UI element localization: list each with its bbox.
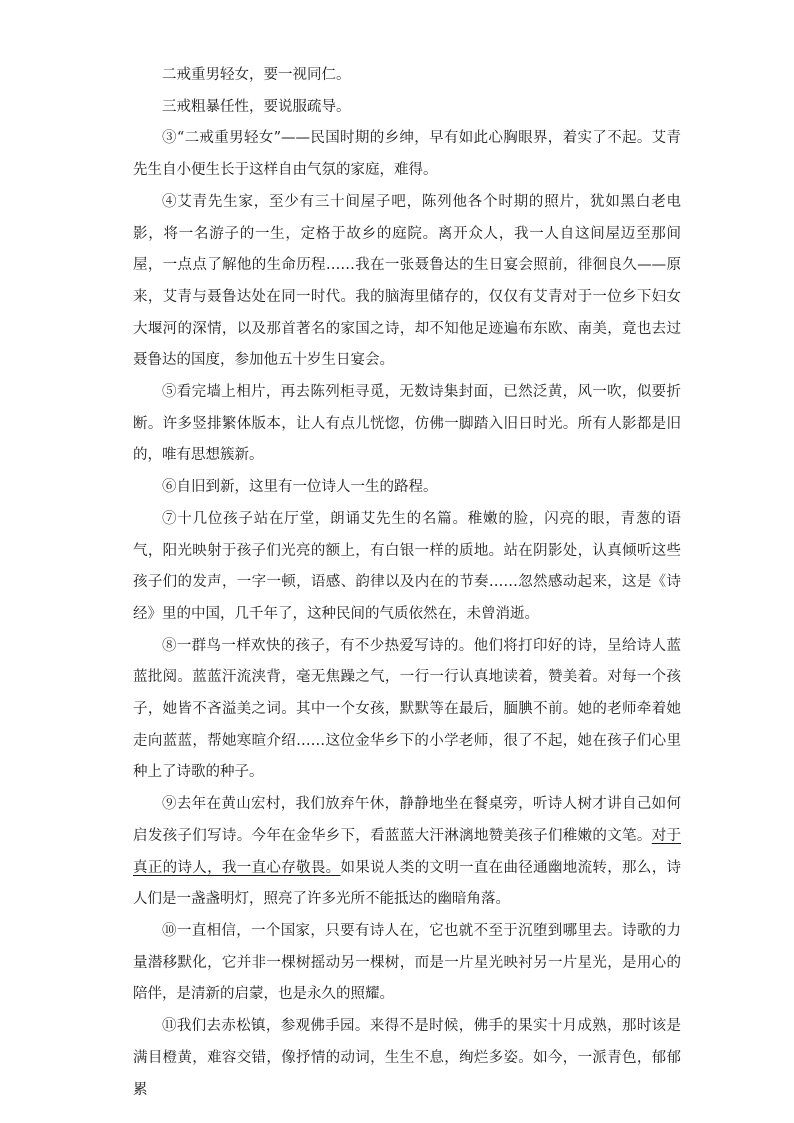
underlined-sentence: 对于真正的诗人，我一直心存敬畏。	[133, 827, 682, 876]
paragraph-11: ⑪我们去赤松镇，参观佛手园。来得不是时候，佛手的果实十月成熟，那时该是满目橙黄，难容交错，像抒情的动词，生生不息，绚烂多姿。如今，一派青色，郁郁累	[133, 1018, 681, 1098]
paragraph-3: ③“二戒重男轻女”——民国时期的乡绅，早有如此心胸眼界，着实了不起。艾青先生自小便生长于这样自由气氛的家庭，难得。	[133, 130, 681, 179]
paragraph-rule-three: 三戒粗暴任性，要说服疏导。	[162, 98, 351, 115]
paragraph-7: ⑦十几位孩子站在厅堂，朗诵艾先生的名篇。稚嫩的脸，闪亮的眼，青葱的语气，阳光映射于孩子们光亮的额上，有白银一样的质地。站在阴影处，认真倾听这些孩子们的发声，一字一顿，语感、韵律以及内在的节奏……忽然感动起来，这是《诗经》里的中国，几千年了，这种民间的气质依然在，未曾消逝。	[133, 510, 681, 622]
paragraph-9-text-after: 如果说人类的文明一直在曲径通幽地流转，那么，诗人们是一盏盏明灯，照亮了许多光所不能抵达的幽暗角落。	[133, 859, 682, 908]
paragraph-9-text-before: ⑨去年在黄山宏村，我们放弃午休，静静地坐在餐桌旁，听诗人树才讲自己如何启发孩子们写诗。今年在金华乡下，看蓝蓝大汗淋漓地赞美孩子们稚嫩的文笔。	[133, 796, 681, 844]
paragraph-8: ⑧一群鸟一样欢快的孩子，有不少热爱写诗的。他们将打印好的诗，呈给诗人蓝蓝批阅。蓝蓝汗流浃背，毫无焦躁之气，一行一行认真地读着，赞美着。对每一个孩子，她皆不吝溢美之词。其中一个女孩，默默等在最后，腼腆不前。她的老师牵着她走向蓝蓝，帮她寒暄介绍……这位金华乡下的小学老师，很了不起，她在孩子们心里种上了诗歌的种子。	[133, 637, 681, 781]
paragraph-10: ⑩一直相信，一个国家，只要有诗人在，它也就不至于沉堕到哪里去。诗歌的力量潜移默化，它并非一棵树摇动另一棵树，而是一片星光映衬另一片星光，是用心的陪伴，是清新的启蒙，也是永久的照耀。	[133, 922, 681, 1003]
paragraph-6: ⑥自旧到新，这里有一位诗人一生的路程。	[162, 479, 438, 496]
paragraph-rule-two: 二戒重男轻女，要一视同仁。	[162, 67, 351, 83]
article-body	[133, 60, 681, 1106]
paragraph-5: ⑤看完墙上相片，再去陈列柜寻觅，无数诗集封面，已然泛黄，风一吹，似要折断。许多竖排繁体版本，让人有点儿恍惚，仿佛一脚踏入旧日时光。所有人影都是旧的，唯有思想簇新。	[133, 384, 681, 464]
paragraph-9	[133, 789, 681, 916]
paragraph-4: ④艾青先生家，至少有三十间屋子吧，陈列他各个时期的照片，犹如黑白老电影，将一名游子的一生，定格于故乡的庭院。离开众人，我一人自这间屋迈至那间屋，一点点了解他的生命历程……我在一张聂鲁达的生日宴会照前，徘徊良久——原来，艾青与聂鲁达处在同一时代。我的脑海里储存的，仅仅有艾青对于一位乡下妇女大堰河的深情，以及那首著名的家国之诗，却不知他足迹遍布东欧、南美，竟也去过聂鲁达的国度，参加他五十岁生日宴会。	[133, 193, 681, 369]
